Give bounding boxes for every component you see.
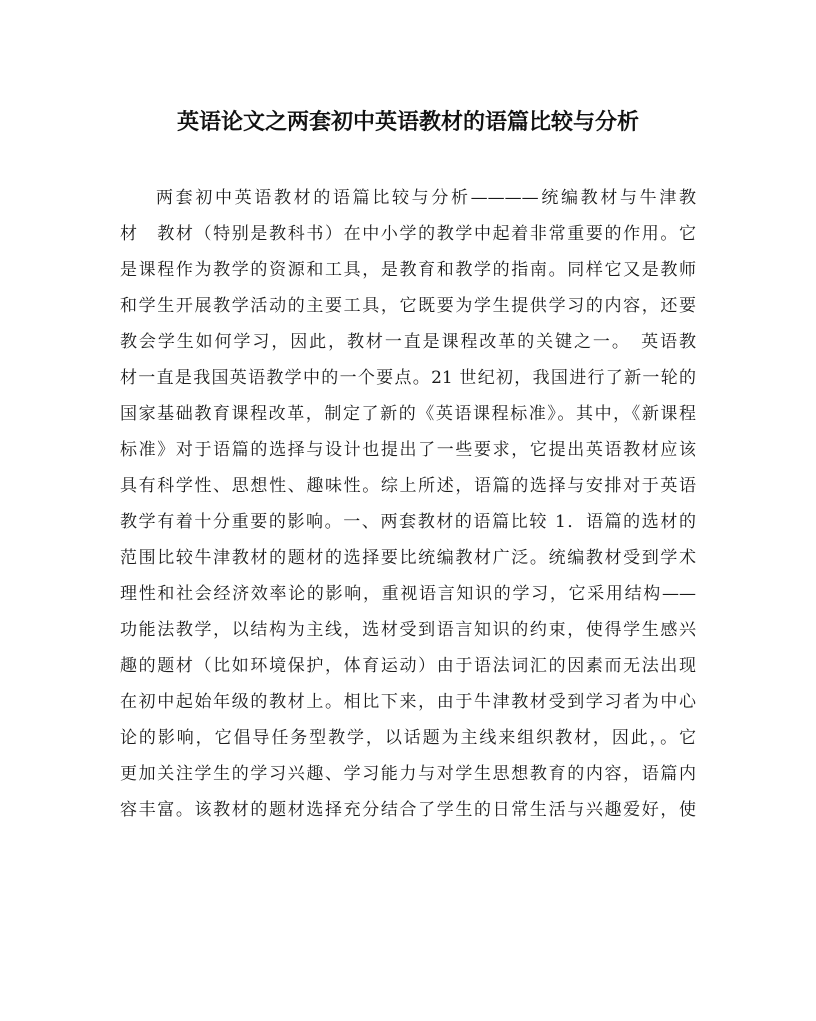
body-line-4: 和学生开展教学活动的主要工具，它既要为学生提供学习的内容，还要	[120, 296, 696, 316]
body-line-16: 论的影响，它倡导任务型教学，以话题为主线来组织教材，因此，。它	[120, 728, 696, 748]
body-line-1: 两套初中英语教材的语篇比较与分析————统编教材与牛津教	[156, 188, 696, 208]
body-line-6: 材一直是我国英语教学中的一个要点。21 世纪初，我国进行了新一轮的	[120, 368, 696, 388]
body-line-9: 具有科学性、思想性、趣味性。综上所述，语篇的选择与安排对于英语	[120, 476, 696, 496]
body-line-7: 国家基础教育课程改革，制定了新的《英语课程标准》。其中，《新课程	[120, 404, 696, 424]
body-line-11: 范围比较牛津教材的题材的选择要比统编教材广泛。统编教材受到学术	[120, 548, 696, 568]
body-line-8: 标准》对于语篇的选择与设计也提出了一些要求，它提出英语教材应该	[120, 440, 696, 460]
document-body	[120, 180, 696, 828]
body-line-2: 材 教材（特别是教科书）在中小学的教学中起着非常重要的作用。它	[120, 224, 696, 244]
body-line-3: 是课程作为教学的资源和工具，是教育和教学的指南。同样它又是教师	[120, 260, 696, 280]
body-line-18: 容丰富。该教材的题材选择充分结合了学生的日常生活与兴趣爱好，使	[120, 800, 696, 820]
document-title: 英语论文之两套初中英语教材的语篇比较与分析	[176, 109, 639, 135]
body-line-12: 理性和社会经济效率论的影响，重视语言知识的学习，它采用结构——	[120, 584, 696, 604]
body-line-14: 趣的题材（比如环境保护，体育运动）由于语法词汇的因素而无法出现	[120, 656, 696, 676]
body-line-5: 教会学生如何学习，因此，教材一直是课程改革的关键之一。 英语教	[120, 332, 696, 352]
body-line-17: 更加关注学生的学习兴趣、学习能力与对学生思想教育的内容，语篇内	[120, 764, 696, 784]
body-line-10: 教学有着十分重要的影响。一、两套教材的语篇比较 1．语篇的选材的	[120, 512, 696, 532]
body-line-13: 功能法教学，以结构为主线，选材受到语言知识的约束，使得学生感兴	[120, 620, 696, 640]
body-line-15: 在初中起始年级的教材上。相比下来，由于牛津教材受到学习者为中心	[120, 692, 696, 712]
